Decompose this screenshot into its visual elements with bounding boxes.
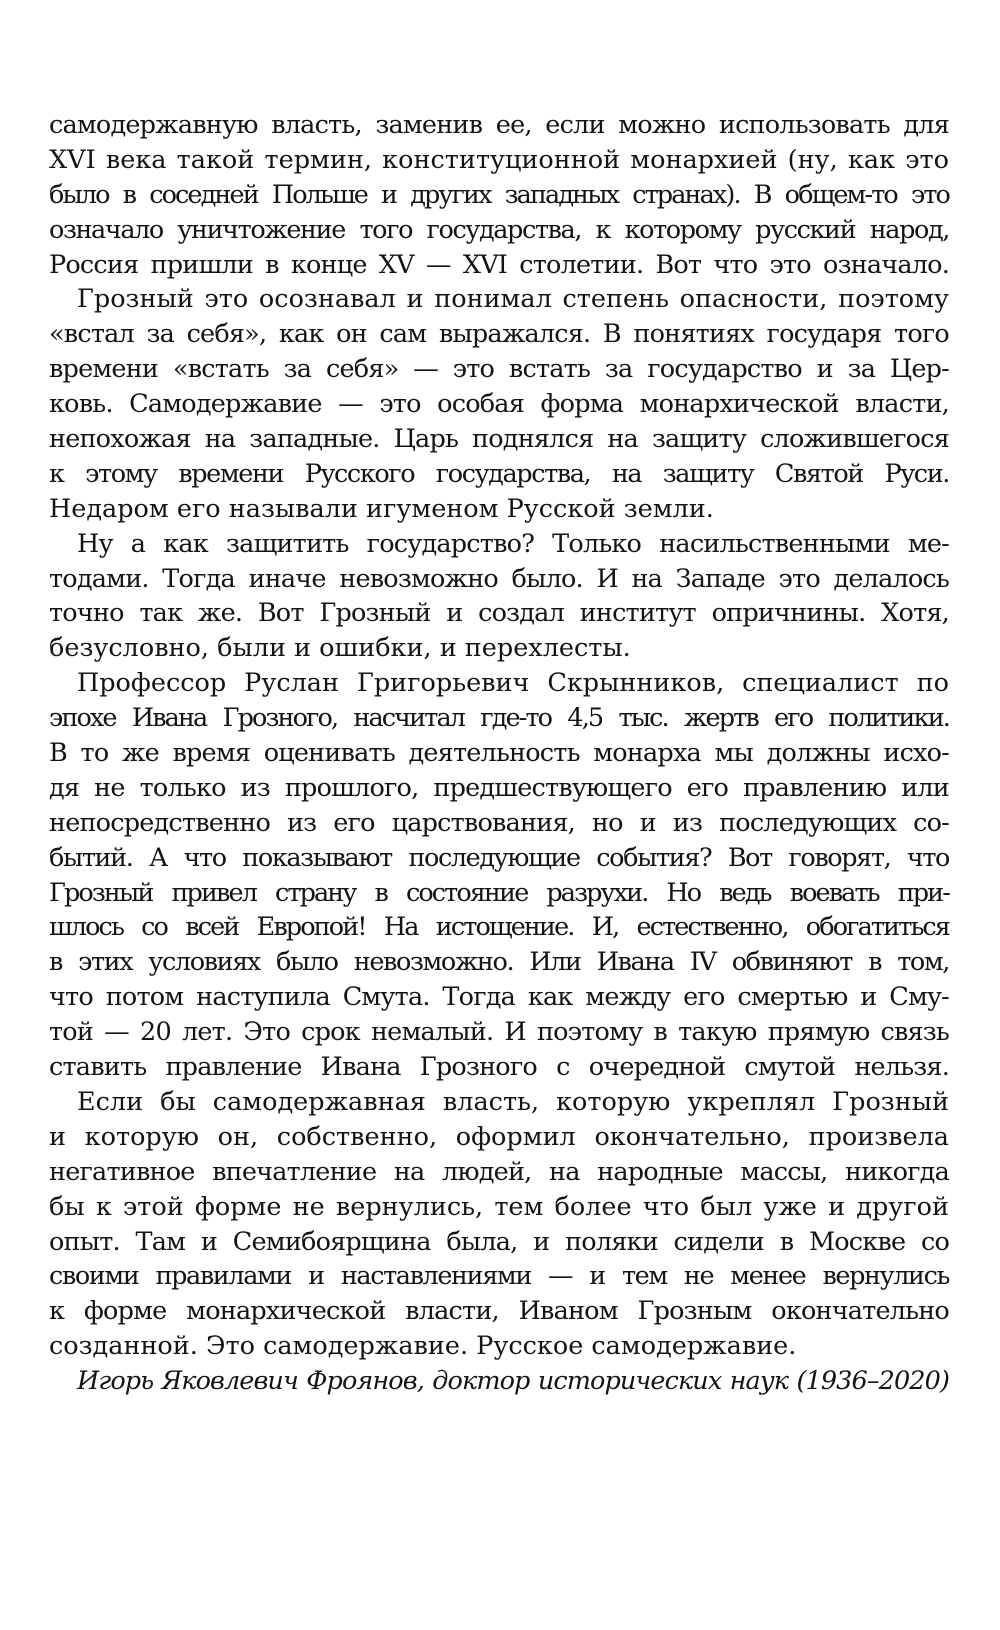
text-line: шлось со всей Европой! На истощение. И, естественно, обогатиться bbox=[49, 912, 949, 943]
text-line: времени «встать за себя» — это встать за государство и за Цер- bbox=[49, 354, 949, 385]
author-signature: Игорь Яковлевич Фроянов, доктор исторических наук (1936–2020) bbox=[77, 1366, 949, 1397]
text-line: к этому времени Русского государства, на защиту Святой Руси. bbox=[49, 458, 949, 489]
text-line: Россия пришли в конце XV — XVI столетии. Вот что это означало. bbox=[49, 249, 949, 280]
text-line: самодержавную власть, заменив ее, если можно использовать для bbox=[49, 110, 949, 140]
paragraph-2 bbox=[49, 282, 949, 526]
text-line: негативное впечатление на людей, на народные массы, никогда bbox=[49, 1156, 949, 1187]
text-line: своими правилами и наставлениями — и тем не менее вернулись bbox=[49, 1261, 949, 1292]
text-line: к форме монархической власти, Иваном Грозным окончательно bbox=[49, 1296, 949, 1327]
text-line: бы к этой форме не вернулись, тем более что был уже и другой bbox=[49, 1191, 949, 1222]
text-line: было в соседней Польше и других западных странах). В общем-то это bbox=[49, 179, 949, 210]
paragraph-1 bbox=[49, 108, 949, 282]
text-line: XVI века такой термин, конституционной монархией (ну, как это bbox=[49, 144, 949, 175]
text-line: опыт. Там и Семибоярщина была, и поляки сидели в Москве со bbox=[49, 1226, 949, 1257]
book-page bbox=[49, 108, 949, 1399]
text-line: Недаром его называли игуменом Русской земли. bbox=[49, 493, 714, 524]
text-line: точно так же. Вот Грозный и создал институт опричнины. Хотя, bbox=[49, 598, 949, 629]
text-line: в этих условиях было невозможно. Или Ивана IV обвиняют в том, bbox=[49, 947, 949, 978]
text-line: тодами. Тогда иначе невозможно было. И на Западе это делалось bbox=[49, 563, 949, 594]
paragraph-4 bbox=[49, 666, 949, 1085]
text-line: Если бы самодержавная власть, которую укреплял Грозный bbox=[77, 1086, 949, 1117]
text-line: непохожая на западные. Царь поднялся на защиту сложившегося bbox=[49, 424, 949, 455]
text-line: Грозный это осознавал и понимал степень опасности, поэтому bbox=[77, 284, 949, 315]
text-line: Ну а как защитить государство? Только насильственными ме- bbox=[77, 528, 949, 559]
text-line: Профессор Руслан Григорьевич Скрынников, специалист по bbox=[77, 668, 949, 699]
text-line: ковь. Самодержавие — это особая форма монархической власти, bbox=[49, 389, 949, 420]
text-line: безусловно, были и ошибки, и перехлесты. bbox=[49, 633, 631, 664]
paragraph-5 bbox=[49, 1085, 949, 1364]
text-line: созданной. Это самодержавие. Русское самодержавие. bbox=[49, 1331, 797, 1362]
text-line: эпохе Ивана Грозного, насчитал где-то 4,5 тыс. жертв его политики. bbox=[49, 703, 949, 734]
text-line: «встал за себя», как он сам выражался. В понятиях государя того bbox=[49, 319, 949, 350]
text-line: непосредственно из его царствования, но и из последующих со- bbox=[49, 807, 949, 838]
text-line: той — 20 лет. Это срок немалый. И поэтому в такую прямую связь bbox=[49, 1017, 949, 1048]
text-line: бытий. А что показывают последующие события? Вот говорят, что bbox=[49, 842, 949, 873]
text-line: Грозный привел страну в состояние разрухи. Но ведь воевать при- bbox=[49, 877, 949, 908]
text-line: означало уничтожение того государства, к которому русский народ, bbox=[49, 214, 949, 245]
text-line: что потом наступила Смута. Тогда как между его смертью и Сму- bbox=[49, 982, 949, 1013]
text-line: В то же время оценивать деятельность монарха мы должны исхо- bbox=[49, 738, 949, 769]
text-line: и которую он, собственно, оформил окончательно, произвела bbox=[49, 1121, 949, 1152]
text-line: дя не только из прошлого, предшествующего его правлению или bbox=[49, 772, 949, 803]
paragraph-3 bbox=[49, 527, 949, 667]
text-line: ставить правление Ивана Грозного с очередной смутой нельзя. bbox=[49, 1052, 949, 1083]
